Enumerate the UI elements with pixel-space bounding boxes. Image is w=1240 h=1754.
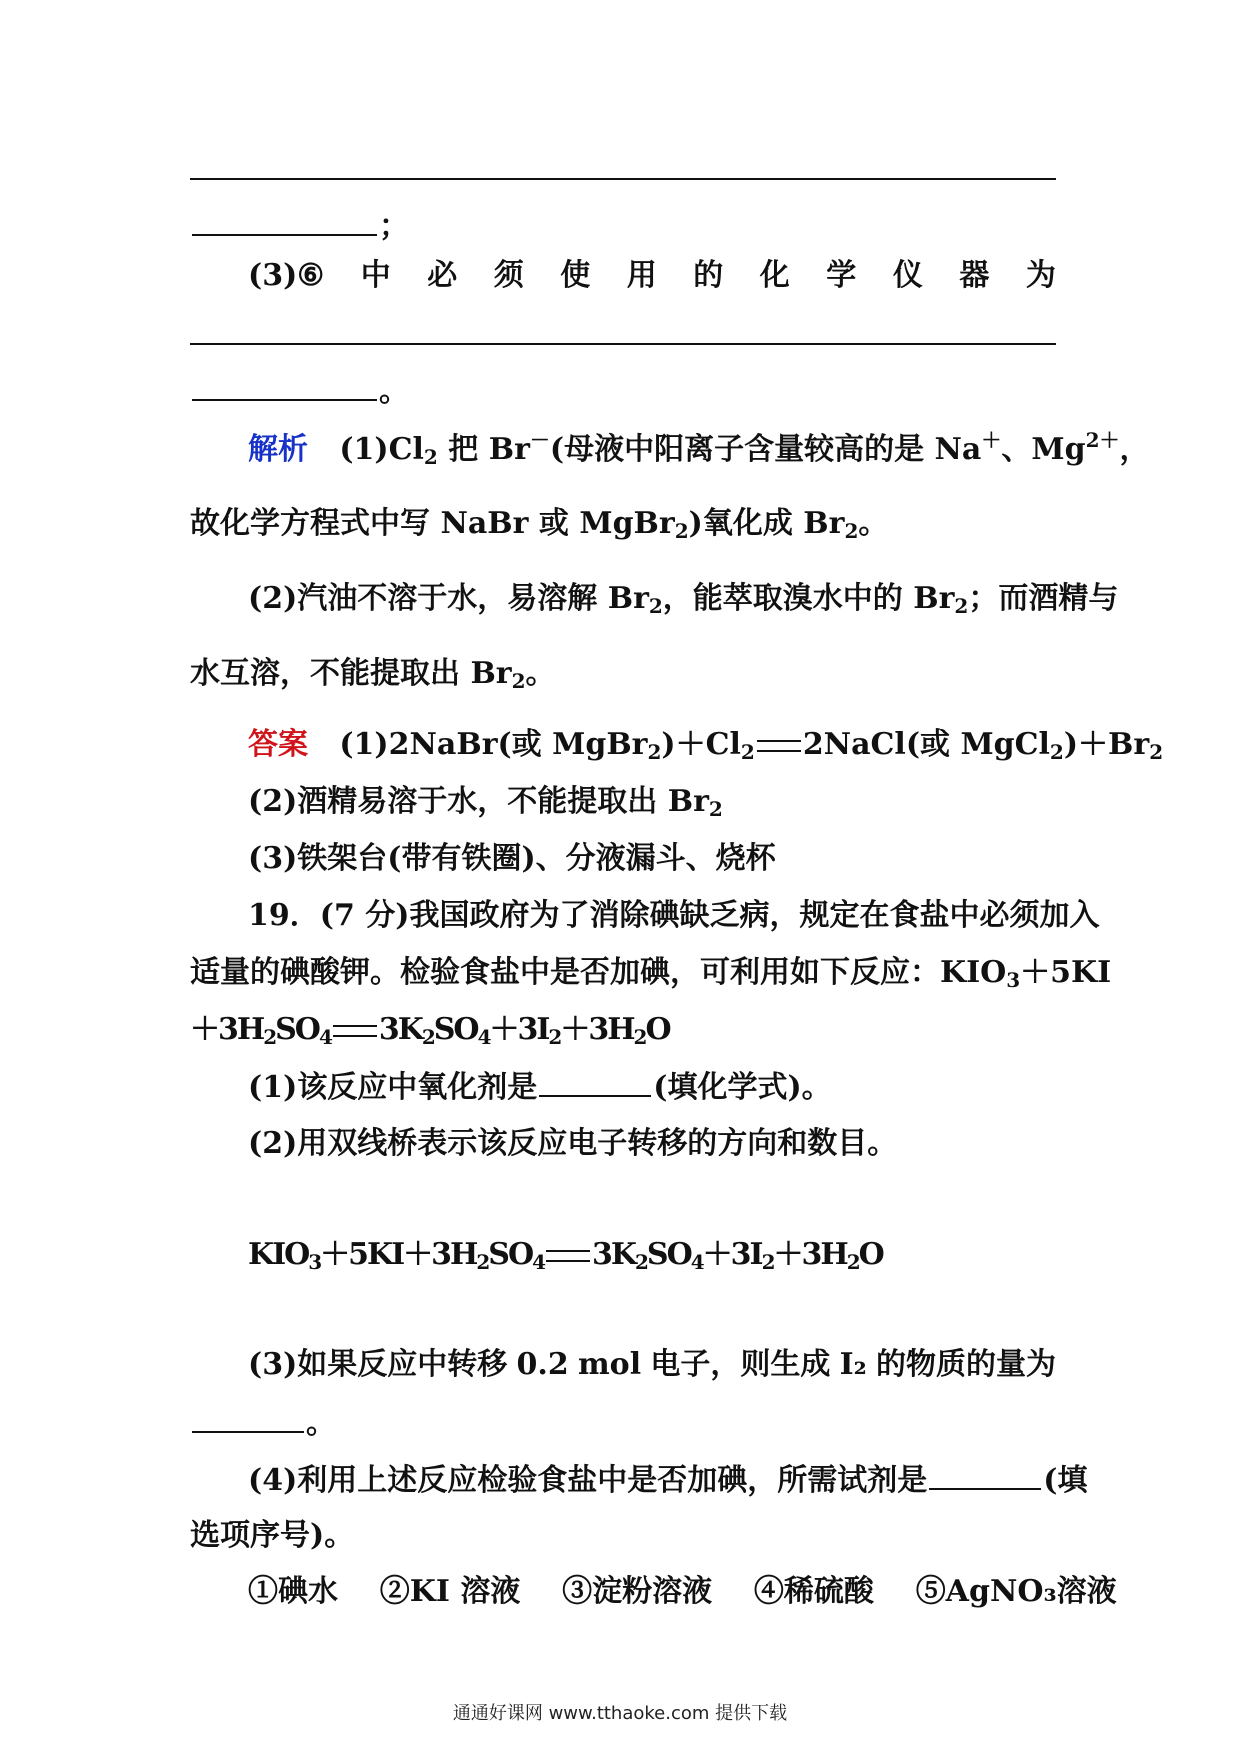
word: 用: [626, 258, 657, 293]
word: 的: [693, 258, 724, 293]
text: 、Mg: [1001, 432, 1086, 467]
text: )＋Cl: [661, 727, 741, 762]
text: mol: [577, 1347, 642, 1382]
text: (1)Cl: [339, 432, 424, 467]
subscript: 2: [708, 797, 723, 821]
text: SO: [275, 1012, 319, 1047]
text: (2)汽油不溶于水，易溶解 Br: [248, 581, 649, 616]
q19-equation-1: [190, 1012, 670, 1048]
subscript: 4: [532, 1250, 545, 1274]
option-1: ①碘水: [248, 1574, 338, 1609]
q19-part2: [248, 1126, 897, 1162]
analysis-line-2: [190, 506, 888, 542]
word: 中: [360, 258, 391, 293]
text: (3)铁架台(带有铁圈)、分液漏斗、烧杯: [248, 841, 776, 876]
text: 。: [858, 506, 889, 541]
answer-line-3: [248, 841, 776, 877]
q19-line-1: [248, 898, 1099, 934]
text: 19．(7 分)我国政府为了消除碘缺乏病，规定在食盐中必须加入: [248, 898, 1100, 933]
text: ＋3I: [489, 1012, 549, 1047]
text: O: [645, 1012, 670, 1047]
q19-part3-blank: [190, 1405, 336, 1442]
answer-line[interactable]: [190, 178, 1056, 180]
subscript: 2: [476, 1250, 489, 1274]
subscript: 2: [647, 740, 662, 764]
subscript: 2: [511, 669, 526, 693]
equals-sign: [757, 740, 801, 752]
text: (2)酒精易溶于水，不能提取出 Br: [248, 784, 709, 819]
option-3: ③淀粉溶液: [562, 1574, 713, 1609]
blank[interactable]: [192, 373, 377, 401]
subscript: 3: [1006, 968, 1021, 992]
text: ＋5KI＋3H: [320, 1237, 477, 1272]
text: SO: [488, 1237, 533, 1272]
subscript: 4: [318, 1025, 331, 1049]
q19-part1: [248, 1069, 832, 1106]
text: KIO: [248, 1237, 309, 1272]
text: ＋5KI: [1020, 955, 1112, 990]
text: 故化学方程式中写 NaBr 或 MgBr: [190, 506, 675, 541]
subscript: 2: [423, 445, 438, 469]
text: )氧化成 Br: [688, 506, 845, 541]
subscript: 4: [477, 1025, 490, 1049]
subscript: 2: [674, 519, 689, 543]
blank[interactable]: [192, 1405, 304, 1433]
text: 3K: [378, 1012, 422, 1047]
answer-line-2: [248, 784, 723, 820]
answer-line[interactable]: [190, 343, 1056, 345]
subscript: 2: [263, 1025, 276, 1049]
text: ＋3I: [702, 1237, 762, 1272]
text: (4)利用上述反应检验食盐中是否加碘，所需试剂是: [248, 1463, 928, 1498]
subscript: 2: [761, 1250, 774, 1274]
subscript: 3: [308, 1250, 321, 1274]
text: 2NaCl(或 MgCl: [802, 727, 1050, 762]
text: O: [858, 1237, 883, 1272]
text: SO: [433, 1012, 478, 1047]
text: (1)2NaBr(或 MgBr: [339, 727, 648, 762]
text: ＋3H: [773, 1237, 847, 1272]
answer-line-1: [248, 727, 1163, 763]
subscript: 2: [846, 1250, 859, 1274]
text: ；而酒精与: [968, 581, 1119, 616]
q19-equation-2: [248, 1237, 883, 1273]
text: 。: [525, 656, 556, 691]
answer-line-short: [190, 373, 409, 410]
blank[interactable]: [539, 1069, 651, 1097]
subscript: 2: [633, 1025, 646, 1049]
option-4: ④稀硫酸: [753, 1574, 874, 1609]
subscript: 2: [954, 594, 969, 618]
analysis-line-1: [248, 428, 1150, 469]
subscript: 2: [548, 1025, 561, 1049]
text: ＋3H: [560, 1012, 634, 1047]
superscript: ＋: [981, 428, 1002, 452]
subscript: 2: [634, 1250, 647, 1274]
equals-sign: [546, 1250, 590, 1262]
answer-label: 答案: [248, 727, 308, 762]
answer-line-short: [190, 208, 409, 245]
text: 3K: [592, 1237, 635, 1272]
q19-options: [248, 1574, 1117, 1610]
word: 器: [959, 258, 990, 293]
word: 化: [759, 258, 790, 293]
text: ，: [1119, 432, 1150, 467]
text: ＋3H: [190, 1012, 264, 1047]
text: 水互溶，不能提取出 Br: [190, 656, 512, 691]
option-5: ⑤AgNO₃溶液: [915, 1574, 1117, 1609]
text: (填: [1043, 1463, 1088, 1498]
equals-sign: [333, 1025, 377, 1037]
text: 。: [306, 1406, 336, 1441]
punct: ；: [379, 209, 409, 244]
superscript: 2＋: [1085, 428, 1120, 452]
option-2: ②KI 溶液: [379, 1574, 521, 1609]
word: 必: [427, 258, 458, 293]
text: (2)用双线桥表示该反应电子转移的方向和数目。: [248, 1126, 898, 1161]
subscript: 4: [690, 1250, 703, 1274]
word: (3)⑥: [248, 258, 325, 293]
word: 须: [493, 258, 524, 293]
superscript: －: [529, 428, 550, 452]
subscript: 2: [648, 594, 663, 618]
subscript: 2: [844, 519, 859, 543]
word: 为: [1025, 258, 1056, 293]
analysis-line-4: [190, 656, 556, 692]
q19-part3: [248, 1347, 1056, 1383]
page-footer: 通通好课网 www.tthaoke.com 提供下载: [452, 1703, 788, 1724]
q19-part4: [248, 1462, 1087, 1499]
text: 的物质的量为: [875, 1347, 1056, 1382]
text: )＋Br: [1063, 727, 1150, 762]
analysis-line-3: [248, 581, 1118, 617]
text: 0.2: [516, 1347, 569, 1382]
text: (1)该反应中氧化剂是: [248, 1070, 538, 1105]
q18-part3: [248, 258, 1056, 294]
text: (3)如果反应中转移: [248, 1347, 508, 1382]
text: 把 Br: [448, 432, 530, 467]
text: 选项序号)。: [190, 1518, 355, 1553]
word: 仪: [892, 258, 923, 293]
text: ，能萃取溴水中的 Br: [662, 581, 955, 616]
word: 学: [826, 258, 857, 293]
subscript: 2: [1049, 740, 1064, 764]
text: SO: [646, 1237, 691, 1272]
punct: 。: [379, 374, 409, 409]
q19-part4-cont: [190, 1518, 354, 1554]
blank[interactable]: [929, 1462, 1041, 1490]
text: (母液中阳离子含量较高的是 Na: [549, 432, 982, 467]
subscript: 2: [740, 740, 755, 764]
text: I₂: [839, 1347, 867, 1382]
analysis-label: 解析: [248, 432, 308, 467]
text: (填化学式)。: [653, 1070, 832, 1105]
text: 适量的碘酸钾。检验食盐中是否加碘，可利用如下反应：KIO: [190, 955, 1007, 990]
text: 电子，则生成: [650, 1347, 831, 1382]
word: 使: [560, 258, 591, 293]
subscript: 2: [1149, 740, 1164, 764]
blank[interactable]: [192, 208, 377, 236]
q19-line-2: [190, 955, 1111, 991]
subscript: 2: [421, 1025, 434, 1049]
